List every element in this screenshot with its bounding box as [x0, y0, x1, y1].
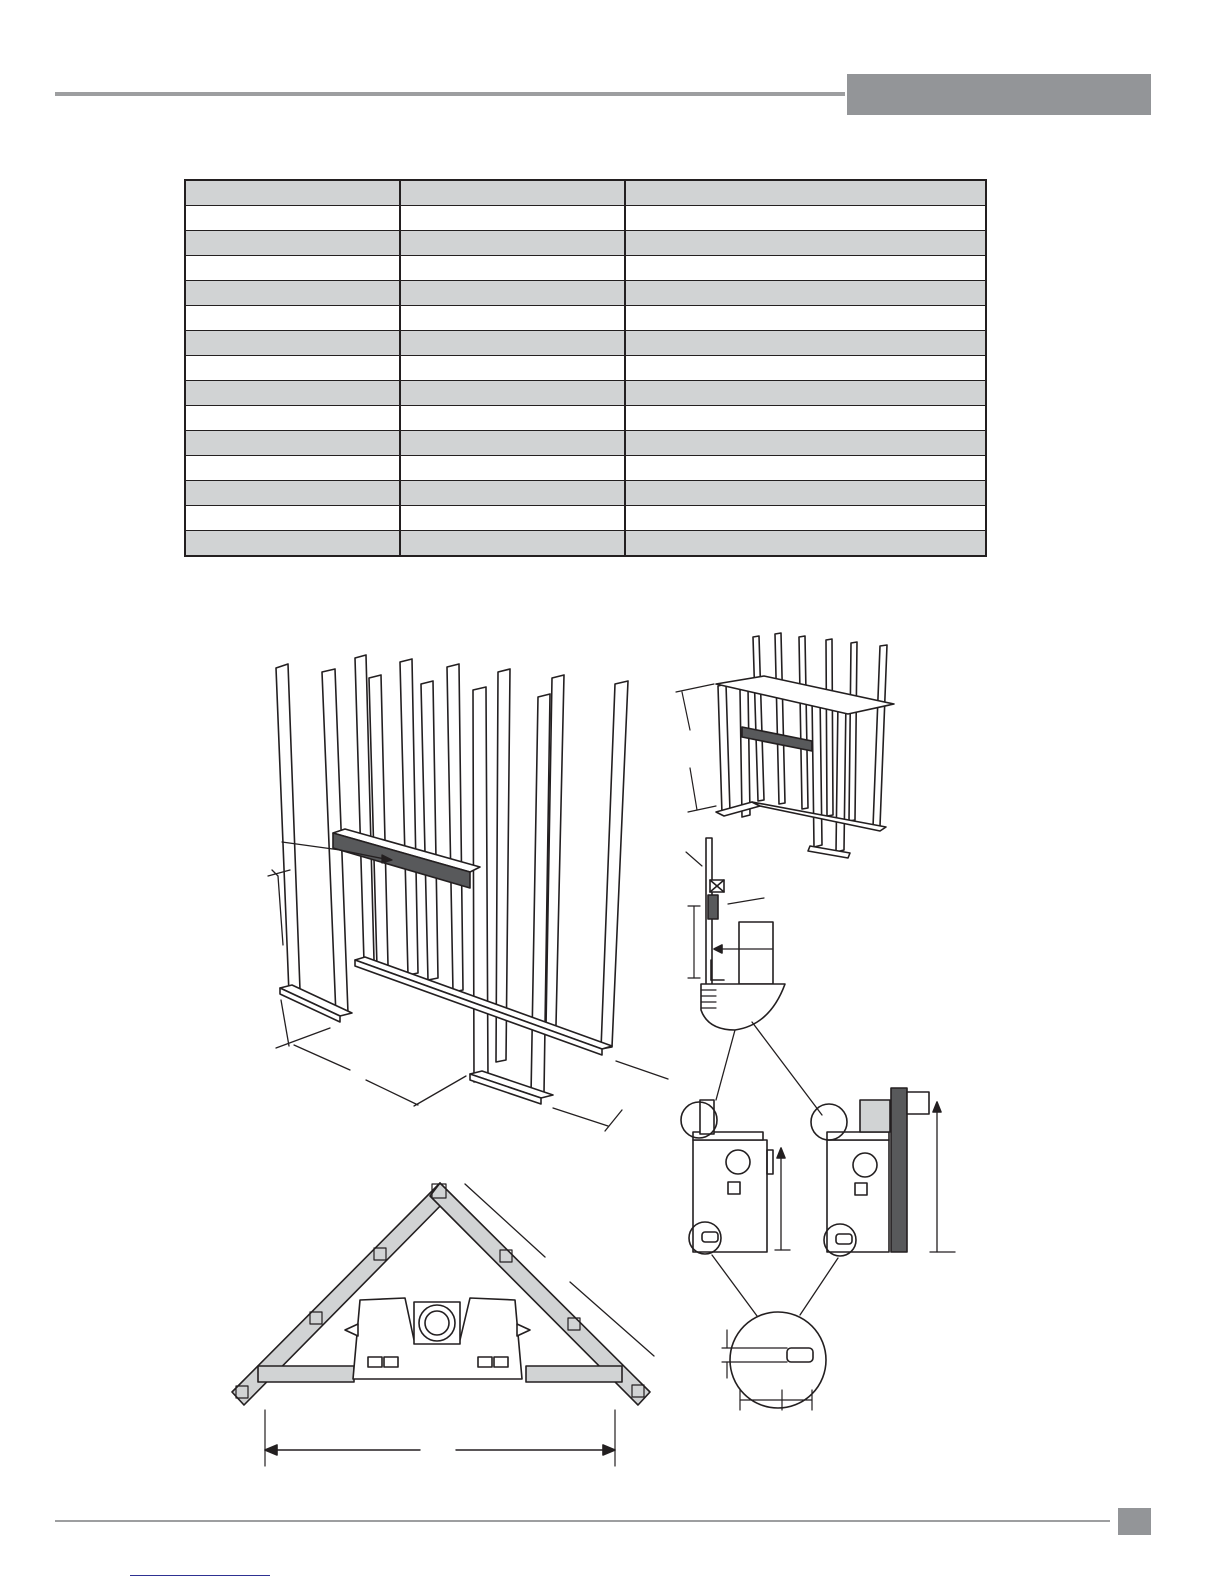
bottom-plates [280, 957, 612, 1104]
unit-side-view-right [811, 1088, 955, 1256]
page-number-tab [1118, 1508, 1151, 1535]
framing-with-shelf-drawing [676, 633, 894, 858]
magnified-detail [712, 1255, 838, 1410]
framing-perspective-drawing [268, 655, 668, 1131]
unit-side-view-left [681, 1100, 790, 1254]
wall-section-detail [686, 838, 822, 1115]
corner-plan-view [232, 1183, 654, 1466]
footer-rule [55, 1520, 1110, 1522]
footer-link-underline[interactable] [130, 1575, 270, 1576]
fireplace-unit-plan [345, 1298, 530, 1379]
